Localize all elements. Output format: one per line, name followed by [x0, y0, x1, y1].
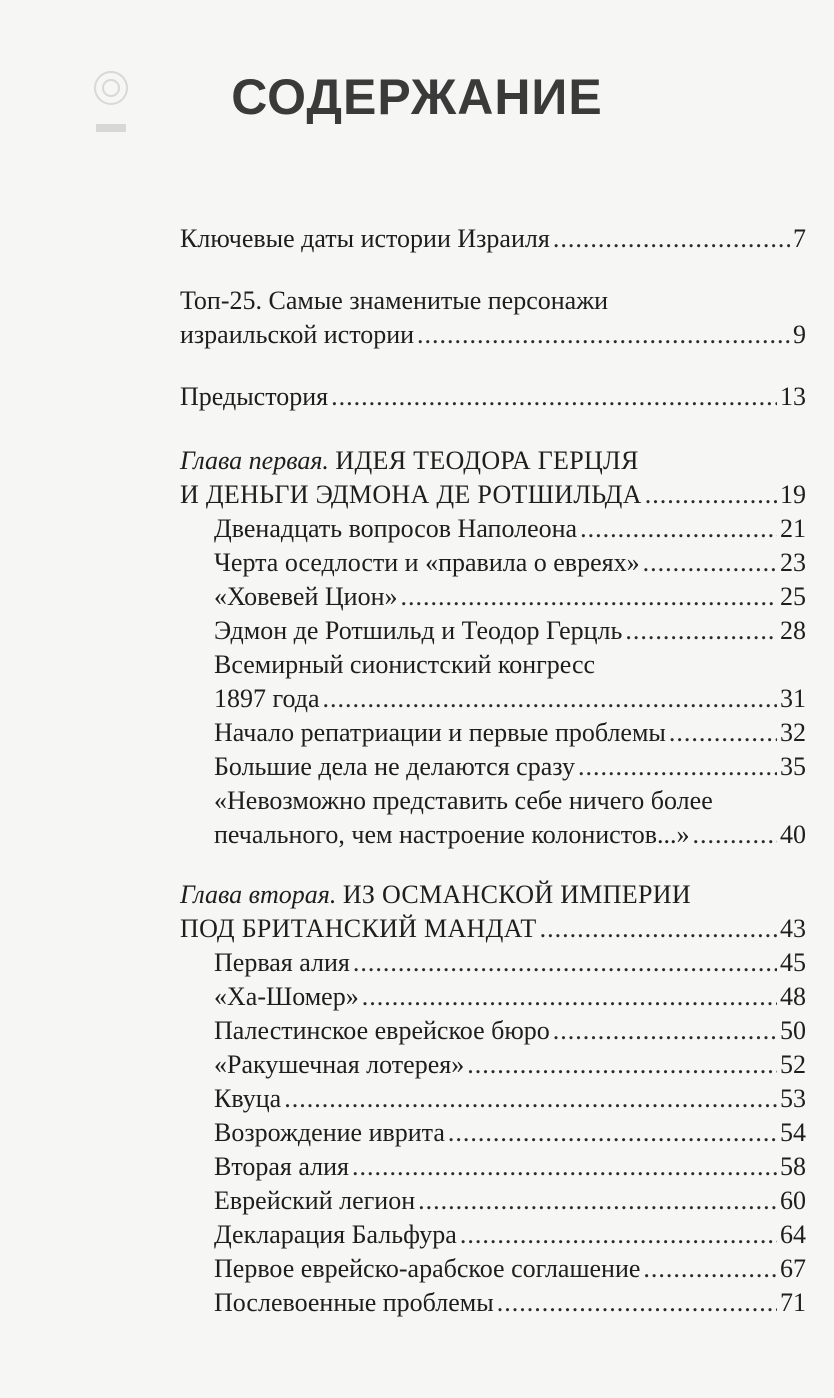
- leader-dots: [625, 614, 777, 648]
- page-number: 64: [780, 1220, 806, 1249]
- toc-subentry[interactable]: [214, 1218, 806, 1252]
- chapter2-heading-line1[interactable]: [180, 878, 806, 912]
- toc-subentry[interactable]: [214, 546, 806, 580]
- entry-label: Декларация Бальфура: [214, 1220, 457, 1249]
- leader-dots: [331, 380, 777, 414]
- entry-label: Вторая алия: [214, 1152, 349, 1181]
- toc-entry-top25[interactable]: [180, 318, 806, 352]
- table-of-contents: [180, 222, 806, 1320]
- chapter-prefix: Глава вторая.: [180, 880, 337, 909]
- entry-label: Первое еврейско-арабское соглашение: [214, 1254, 641, 1283]
- page-number: 13: [780, 382, 806, 411]
- toc-entry-key-dates[interactable]: [180, 222, 806, 256]
- entry-label: Начало репатриации и первые проблемы: [214, 718, 666, 747]
- toc-subentry[interactable]: [214, 1252, 806, 1286]
- leader-dots: [578, 750, 777, 784]
- leader-dots: [580, 512, 777, 546]
- page-number: 40: [780, 820, 806, 849]
- page-number: 9: [793, 320, 806, 349]
- entry-label: Первая алия: [214, 948, 350, 977]
- leader-dots: [669, 716, 777, 750]
- page-number: 53: [780, 1084, 806, 1113]
- chapter1-heading-line1[interactable]: [180, 444, 806, 478]
- toc-subentry[interactable]: [214, 1150, 806, 1184]
- leader-dots: [362, 980, 777, 1014]
- page-number: 21: [780, 514, 806, 543]
- page-number: 31: [780, 684, 806, 713]
- entry-label: израильской истории: [180, 320, 415, 349]
- leader-dots: [645, 478, 777, 512]
- leader-dots: [418, 1184, 777, 1218]
- toc-subentry[interactable]: [214, 1048, 806, 1082]
- toc-subentry[interactable]: [214, 682, 806, 716]
- entry-label: Квуца: [214, 1084, 282, 1113]
- toc-subentry[interactable]: [214, 980, 806, 1014]
- entry-label: «Ховевей Цион»: [214, 582, 398, 611]
- page-number: 43: [780, 914, 806, 943]
- page-number: 25: [780, 582, 806, 611]
- entry-label: Палестинское еврейское бюро: [214, 1016, 550, 1045]
- toc-subentry[interactable]: [214, 1082, 806, 1116]
- page-number: 45: [780, 948, 806, 977]
- toc-subentry[interactable]: [214, 1184, 806, 1218]
- entry-label: Двенадцать вопросов Наполеона: [214, 514, 578, 543]
- leader-dots: [693, 818, 778, 852]
- entry-label: «Ха-Шомер»: [214, 982, 359, 1011]
- entry-label: 1897 года: [214, 684, 320, 713]
- toc-entry-top25-line1[interactable]: Топ-25. Самые знаменитые персонажи: [180, 286, 609, 315]
- leader-dots: [553, 1014, 777, 1048]
- chapter-title: ИЗ ОСМАНСКОЙ ИМПЕРИИ: [342, 880, 691, 909]
- leader-dots: [323, 682, 777, 716]
- toc-entry-prehistory[interactable]: [180, 380, 806, 414]
- page-number: 71: [780, 1288, 806, 1317]
- leader-dots: [417, 318, 790, 352]
- entry-label: «Ракушечная лотерея»: [214, 1050, 465, 1079]
- page-number: 28: [780, 616, 806, 645]
- chapter-title: И ДЕНЬГИ ЭДМОНА ДЕ РОТШИЛЬДА: [180, 480, 642, 509]
- toc-subentry[interactable]: [214, 946, 806, 980]
- page-title: СОДЕРЖАНИЕ: [231, 69, 603, 125]
- leader-dots: [497, 1286, 777, 1320]
- page-number: 32: [780, 718, 806, 747]
- entry-label: Предыстория: [180, 382, 329, 411]
- toc-subentry-line1[interactable]: «Невозможно представить себе ничего более: [214, 786, 713, 815]
- toc-subentry[interactable]: [214, 1286, 806, 1320]
- entry-label: Еврейский легион: [214, 1186, 416, 1215]
- toc-subentry-line1[interactable]: Всемирный сионистский конгресс: [214, 650, 596, 679]
- chapter-title: ИДЕЯ ТЕОДОРА ГЕРЦЛЯ: [335, 446, 639, 475]
- page-number: 23: [780, 548, 806, 577]
- leader-dots: [401, 580, 778, 614]
- leader-dots: [352, 1150, 777, 1184]
- toc-subentry[interactable]: [214, 580, 806, 614]
- page-number: 19: [780, 480, 806, 509]
- leader-dots: [353, 946, 777, 980]
- toc-subentry[interactable]: [214, 818, 806, 852]
- page-number: 50: [780, 1016, 806, 1045]
- entry-label: Черта оседлости и «правила о евреях»: [214, 548, 640, 577]
- chapter1-heading[interactable]: [180, 478, 806, 512]
- leader-dots: [467, 1048, 777, 1082]
- toc-subentry[interactable]: [214, 614, 806, 648]
- leader-dots: [540, 912, 777, 946]
- entry-label: Большие дела не делаются сразу: [214, 752, 575, 781]
- page-number: 58: [780, 1152, 806, 1181]
- chapter-title: ПОД БРИТАНСКИЙ МАНДАТ: [180, 914, 537, 943]
- page-number: 35: [780, 752, 806, 781]
- leader-dots: [284, 1082, 777, 1116]
- toc-subentry[interactable]: [214, 716, 806, 750]
- toc-subentry[interactable]: [214, 750, 806, 784]
- page-number: 54: [780, 1118, 806, 1147]
- page-number: 67: [780, 1254, 806, 1283]
- entry-label: Эдмон де Ротшильд и Теодор Герцль: [214, 616, 623, 645]
- leader-dots: [643, 1252, 777, 1286]
- chapter2-heading[interactable]: [180, 912, 806, 946]
- toc-subentry[interactable]: [214, 1116, 806, 1150]
- leader-dots: [643, 546, 777, 580]
- leader-dots: [460, 1218, 777, 1252]
- page-number: 60: [780, 1186, 806, 1215]
- page-number: 52: [780, 1050, 806, 1079]
- page-number: 7: [793, 224, 806, 253]
- entry-label: печального, чем настроение колонистов...»: [214, 820, 690, 849]
- leader-dots: [553, 222, 790, 256]
- chapter-prefix: Глава первая.: [180, 446, 329, 475]
- entry-label: Послевоенные проблемы: [214, 1288, 494, 1317]
- leader-dots: [448, 1116, 777, 1150]
- toc-subentry[interactable]: [214, 512, 806, 546]
- page-number: 48: [780, 982, 806, 1011]
- entry-label: Возрождение иврита: [214, 1118, 445, 1147]
- entry-label: Ключевые даты истории Израиля: [180, 224, 550, 253]
- toc-subentry[interactable]: [214, 1014, 806, 1048]
